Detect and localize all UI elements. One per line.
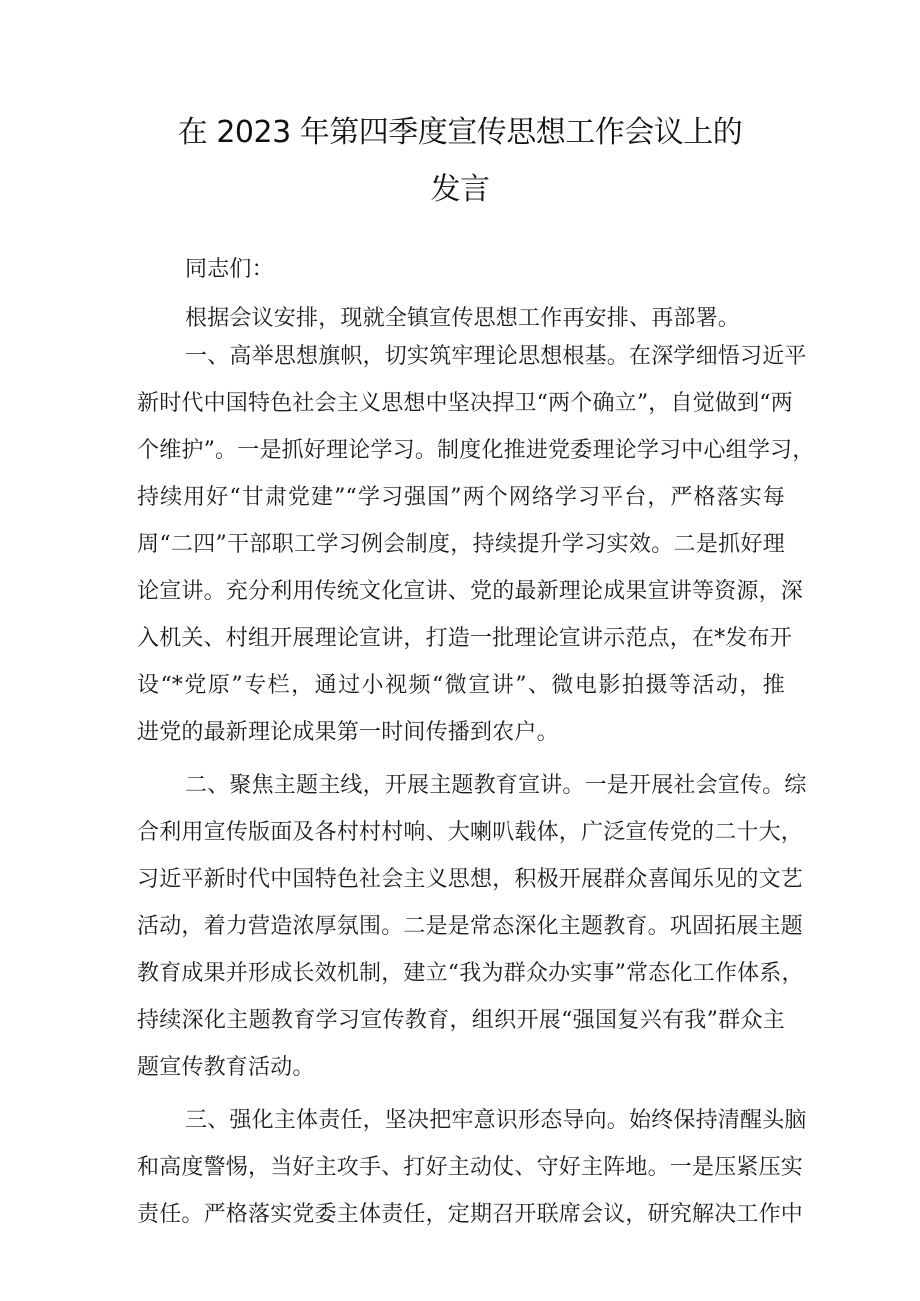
paragraph-line: 进党的最新理论成果第一时间传播到农户。 — [137, 720, 559, 745]
paragraph-line: 习近平新时代中国特色社会主义思想，积极开展群众喜闻乐见的文艺 — [137, 867, 804, 892]
paragraph-line: 一、高举思想旗帜，切实筑牢理论思想根基。在深学细悟习近平 — [185, 344, 807, 369]
paragraph-line: 题宣传教育活动。 — [137, 1055, 315, 1080]
greeting: 同志们： — [185, 257, 274, 282]
document-title-line-1: 在 2023 年第四季度宣传思想工作会议上的 — [177, 115, 743, 150]
paragraph-line: 论宣讲。充分利用传统文化宣讲、党的最新理论成果宣讲等资源，深 — [137, 579, 804, 604]
paragraph-line: 三、强化主体责任，坚决把牢意识形态导向。始终保持清醒头脑 — [185, 1108, 807, 1133]
paragraph-line: 持续用好“甘肃党建”“学习强国”两个网络学习平台，严格落实每 — [137, 485, 785, 510]
paragraph-line: 新时代中国特色社会主义思想中坚决捍卫“两个确立”，自觉做到“两 — [137, 391, 793, 416]
paragraph-line: 入机关、村组开展理论宣讲，打造一批理论宣讲示范点，在*发布开 — [137, 626, 793, 651]
paragraph-line: 教育成果并形成长效机制，建立“我为群众办实事”常态化工作体系， — [137, 961, 804, 986]
paragraph-line: 合利用宣传版面及各村村村响、大喇叭载体，广泛宣传党的二十大， — [137, 820, 804, 845]
paragraph-line: 活动，着力营造浓厚氛围。二是是常态深化主题教育。巩固拓展主题 — [137, 914, 804, 939]
document-title-line-2: 发言 — [430, 172, 490, 207]
paragraph-line: 持续深化主题教育学习宣传教育，组织开展“强国复兴有我”群众主 — [137, 1008, 785, 1033]
paragraph-line: 和高度警惕，当好主攻手、打好主动仗、守好主阵地。一是压紧压实 — [137, 1155, 804, 1180]
paragraph-line: 设“*党原”专栏，通过小视频“微宣讲”、微电影拍摄等活动，推 — [137, 673, 785, 698]
paragraph-line: 个维护”。一是抓好理论学习。制度化推进党委理论学习中心组学习， — [137, 438, 815, 463]
paragraph-line: 二、聚焦主题主线，开展主题教育宣讲。一是开展社会宣传。综 — [185, 773, 807, 798]
paragraph-line: 周“二四”干部职工学习例会制度，持续提升学习实效。二是抓好理 — [137, 532, 785, 557]
paragraph-line: 责任。严格落实党委主体责任，定期召开联席会议，研究解决工作中 — [137, 1202, 804, 1227]
intro-text: 根据会议安排，现就全镇宣传思想工作再安排、再部署。 — [185, 306, 741, 331]
